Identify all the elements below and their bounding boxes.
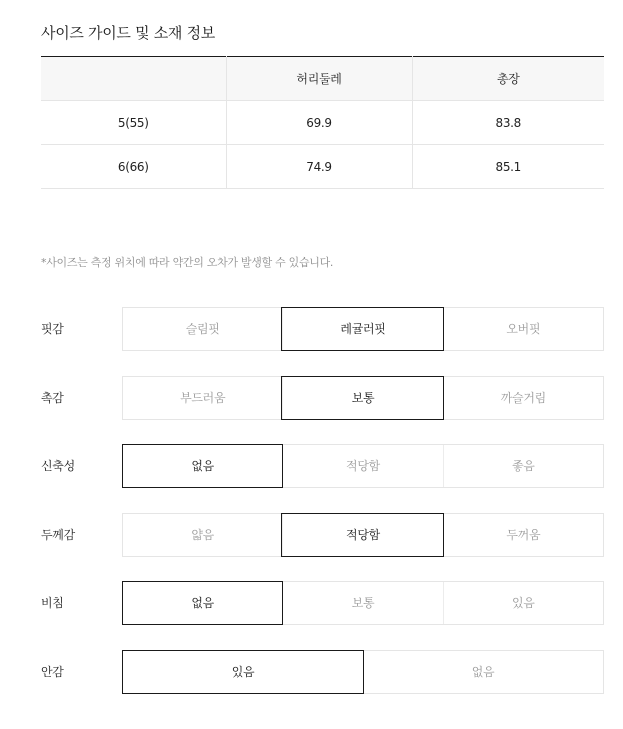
attribute-label: 신축성 [41, 459, 75, 473]
attribute-label: 촉감 [41, 391, 64, 405]
table-cell-waist: 74.9 [226, 145, 412, 189]
option-group [122, 650, 604, 694]
attribute-label: 핏감 [41, 322, 64, 336]
option-none[interactable]: 없음 [123, 445, 282, 487]
table-header-row [41, 57, 604, 101]
table-cell-size: 6(66) [41, 145, 226, 189]
option-none[interactable]: 없음 [123, 582, 282, 624]
attribute-label: 비침 [41, 596, 64, 610]
option-group [122, 581, 604, 625]
attribute-row-touch [41, 376, 604, 420]
attribute-label: 두께감 [41, 528, 75, 542]
option-none[interactable]: 없음 [471, 665, 495, 679]
table-header-length: 총장 [412, 57, 604, 101]
option-moderate[interactable]: 적당함 [282, 445, 442, 487]
option-group [122, 307, 604, 351]
option-soft[interactable]: 부드러움 [180, 391, 226, 405]
table-cell-waist: 69.9 [226, 101, 412, 145]
option-present[interactable]: 있음 [443, 582, 603, 624]
attribute-row-stretch [41, 444, 604, 488]
option-thick[interactable]: 두꺼움 [443, 514, 603, 556]
table-header-size [41, 57, 226, 101]
option-present[interactable]: 있음 [123, 651, 363, 693]
option-normal[interactable]: 보통 [282, 377, 442, 419]
size-guide-table [41, 56, 604, 189]
option-rough[interactable]: 까슬거림 [443, 377, 603, 419]
table-cell-length: 85.1 [412, 145, 604, 189]
attribute-label: 안감 [41, 665, 64, 679]
option-moderate[interactable]: 적당함 [282, 514, 442, 556]
option-group [122, 513, 604, 557]
table-cell-size: 5(55) [41, 101, 226, 145]
table-cell-length: 83.8 [412, 101, 604, 145]
attribute-row-sheerness [41, 581, 604, 625]
option-normal[interactable]: 보통 [282, 582, 442, 624]
attribute-row-thickness [41, 513, 604, 557]
attribute-row-lining [41, 650, 604, 694]
option-good[interactable]: 좋음 [443, 445, 603, 487]
option-over-fit[interactable]: 오버핏 [443, 308, 603, 350]
table-row [41, 145, 604, 189]
size-note: *사이즈는 측정 위치에 따라 약간의 오차가 발생할 수 있습니다. [41, 256, 334, 269]
section-title: 사이즈 가이드 및 소재 정보 [41, 24, 215, 42]
table-row [41, 101, 604, 145]
attribute-row-fit [41, 307, 604, 351]
option-slim-fit[interactable]: 슬림핏 [185, 322, 220, 336]
table-header-waist: 허리둘레 [226, 57, 412, 101]
option-group [122, 444, 604, 488]
option-regular-fit[interactable]: 레귤러핏 [282, 308, 442, 350]
option-thin[interactable]: 얇음 [191, 528, 214, 542]
option-group [122, 376, 604, 420]
